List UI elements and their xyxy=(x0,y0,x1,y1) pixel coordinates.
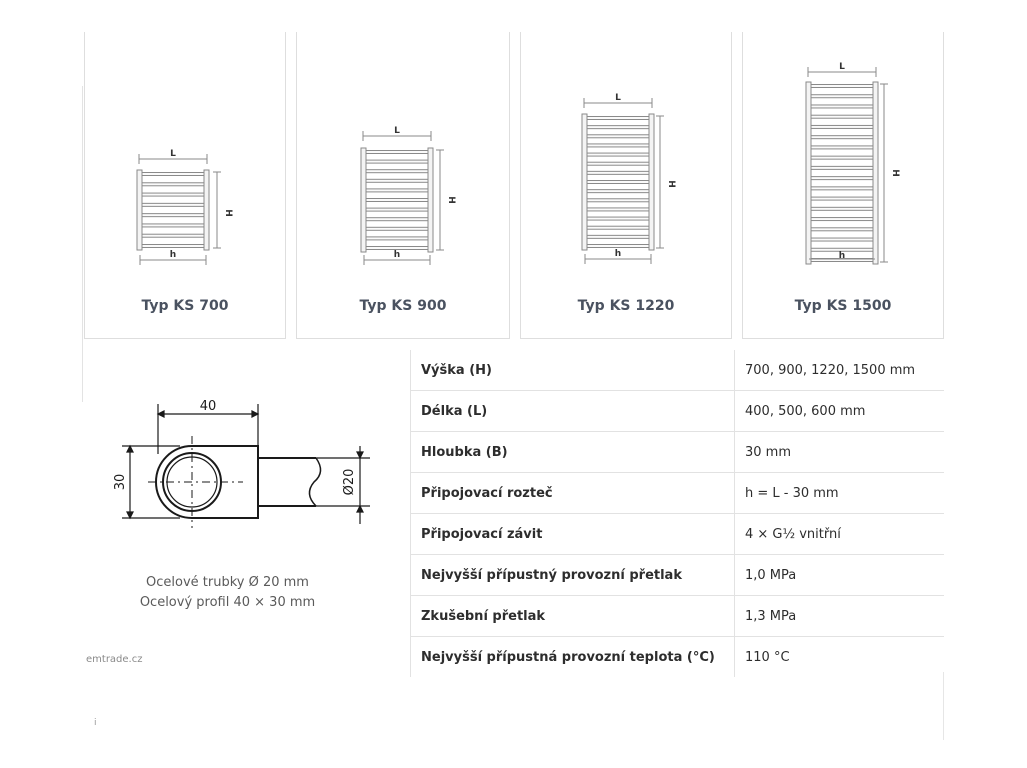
label-h: H xyxy=(223,209,233,217)
radiator-rung xyxy=(366,151,428,154)
radiator-rung xyxy=(587,135,649,138)
profile-cross-section-diagram xyxy=(108,392,378,562)
spec-value: 1,3 MPa xyxy=(735,596,945,637)
model-card-ks900 xyxy=(296,32,510,339)
stray-mark: ⅰ xyxy=(94,718,97,728)
radiator-rung xyxy=(811,218,873,221)
radiator-rung xyxy=(366,237,428,240)
radiator-rung xyxy=(587,153,649,156)
table-row xyxy=(411,514,945,555)
profile-caption-line2: Ocelový profil 40 × 30 mm xyxy=(139,595,316,610)
model-card-ks700 xyxy=(84,32,286,339)
radiator-rung xyxy=(811,85,873,88)
radiator-rung xyxy=(587,171,649,174)
radiator-rung xyxy=(811,136,873,139)
radiator-rung xyxy=(811,228,873,231)
radiator-rung xyxy=(587,162,649,165)
radiator-rung xyxy=(366,179,428,182)
radiator-rung xyxy=(366,170,428,173)
profile-caption-line1: Ocelové trubky Ø 20 mm xyxy=(146,575,309,590)
spec-value: 30 mm xyxy=(735,432,945,473)
profile-caption xyxy=(100,573,355,613)
radiator-rung xyxy=(142,224,204,227)
radiator-rung xyxy=(587,117,649,120)
spec-param: Připojovací rozteč xyxy=(411,473,735,514)
label-l: L xyxy=(394,126,400,136)
radiator-rung xyxy=(142,183,204,186)
model-caption: Typ KS 1500 xyxy=(794,298,892,314)
specs-table xyxy=(410,350,944,677)
label-h: H xyxy=(446,196,456,204)
table-row xyxy=(411,350,945,391)
radiator-rung xyxy=(811,238,873,241)
spec-value: 400, 500, 600 mm xyxy=(735,391,945,432)
radiator-rung xyxy=(142,203,204,206)
spec-param: Nejvyšší přípustná provozní teplota (°C) xyxy=(411,637,735,678)
radiator-rung xyxy=(142,234,204,237)
radiator-diagram-ks700 xyxy=(85,32,285,338)
label-small-h: h xyxy=(169,250,177,260)
model-caption: Typ KS 900 xyxy=(359,298,447,314)
dim-height-label: 30 xyxy=(113,473,128,491)
radiator-rung xyxy=(587,217,649,220)
label-l: L xyxy=(170,149,176,159)
radiator-rung xyxy=(142,214,204,217)
radiator-rung xyxy=(142,193,204,196)
label-l: L xyxy=(839,62,845,72)
radiator-rung xyxy=(142,173,204,176)
label-l: L xyxy=(615,93,621,103)
radiator-rung xyxy=(366,160,428,163)
radiator-rung xyxy=(366,227,428,230)
radiator-rung xyxy=(811,156,873,159)
watermark-text: emtrade.cz xyxy=(86,654,143,665)
radiator-rung xyxy=(811,146,873,149)
spec-value: 700, 900, 1220, 1500 mm xyxy=(735,350,945,391)
model-card-ks1220 xyxy=(520,32,732,339)
label-small-h: h xyxy=(614,249,622,259)
radiator-rung xyxy=(587,199,649,202)
table-row xyxy=(411,555,945,596)
radiator-left-column xyxy=(137,170,142,250)
spec-value: h = L - 30 mm xyxy=(735,473,945,514)
radiator-rung xyxy=(811,125,873,128)
spec-param: Nejvyšší přípustný provozní přetlak xyxy=(411,555,735,596)
radiator-rung xyxy=(811,105,873,108)
spec-param: Zkušební přetlak xyxy=(411,596,735,637)
model-card-ks1500 xyxy=(742,32,944,339)
table-row xyxy=(411,596,945,637)
model-caption: Typ KS 700 xyxy=(141,298,229,314)
model-caption: Typ KS 1220 xyxy=(577,298,675,314)
label-small-h: h xyxy=(838,251,846,261)
table-row xyxy=(411,473,945,514)
radiator-rung xyxy=(811,187,873,190)
radiator-rung xyxy=(587,190,649,193)
spec-value: 4 × G½ vnitřní xyxy=(735,514,945,555)
radiator-rung xyxy=(142,245,204,248)
spec-param: Připojovací závit xyxy=(411,514,735,555)
divider-line xyxy=(943,672,944,740)
dim-tube-label: Ø20 xyxy=(342,468,357,496)
radiator-rung xyxy=(811,177,873,180)
radiator-rung xyxy=(587,235,649,238)
radiator-rung xyxy=(587,144,649,147)
radiator-diagram-ks900 xyxy=(297,32,509,338)
radiator-rung xyxy=(811,115,873,118)
radiator-rung xyxy=(366,189,428,192)
spec-param: Délka (L) xyxy=(411,391,735,432)
label-h: H xyxy=(666,180,676,188)
radiator-rung xyxy=(811,207,873,210)
radiator-rung xyxy=(366,199,428,202)
radiator-rung xyxy=(811,197,873,200)
radiator-rung xyxy=(587,226,649,229)
dim-width-label: 40 xyxy=(199,399,217,414)
radiator-rung xyxy=(587,126,649,129)
radiator-rung xyxy=(587,245,649,248)
radiator-rung xyxy=(366,208,428,211)
radiator-rung xyxy=(811,95,873,98)
table-row xyxy=(411,637,945,678)
radiator-rung xyxy=(587,208,649,211)
spec-param: Výška (H) xyxy=(411,350,735,391)
radiator-rung xyxy=(366,218,428,221)
label-h: H xyxy=(890,169,900,177)
radiator-diagram-ks1500 xyxy=(743,32,943,338)
table-row xyxy=(411,432,945,473)
radiator-rung xyxy=(587,181,649,184)
spec-param: Hloubka (B) xyxy=(411,432,735,473)
spec-value: 1,0 MPa xyxy=(735,555,945,596)
spec-value: 110 °C xyxy=(745,649,790,665)
table-row xyxy=(411,391,945,432)
radiator-diagram-ks1220 xyxy=(521,32,731,338)
left-divider xyxy=(82,86,83,402)
radiator-rung xyxy=(811,166,873,169)
radiator-right-column xyxy=(204,170,209,250)
label-small-h: h xyxy=(393,250,401,260)
